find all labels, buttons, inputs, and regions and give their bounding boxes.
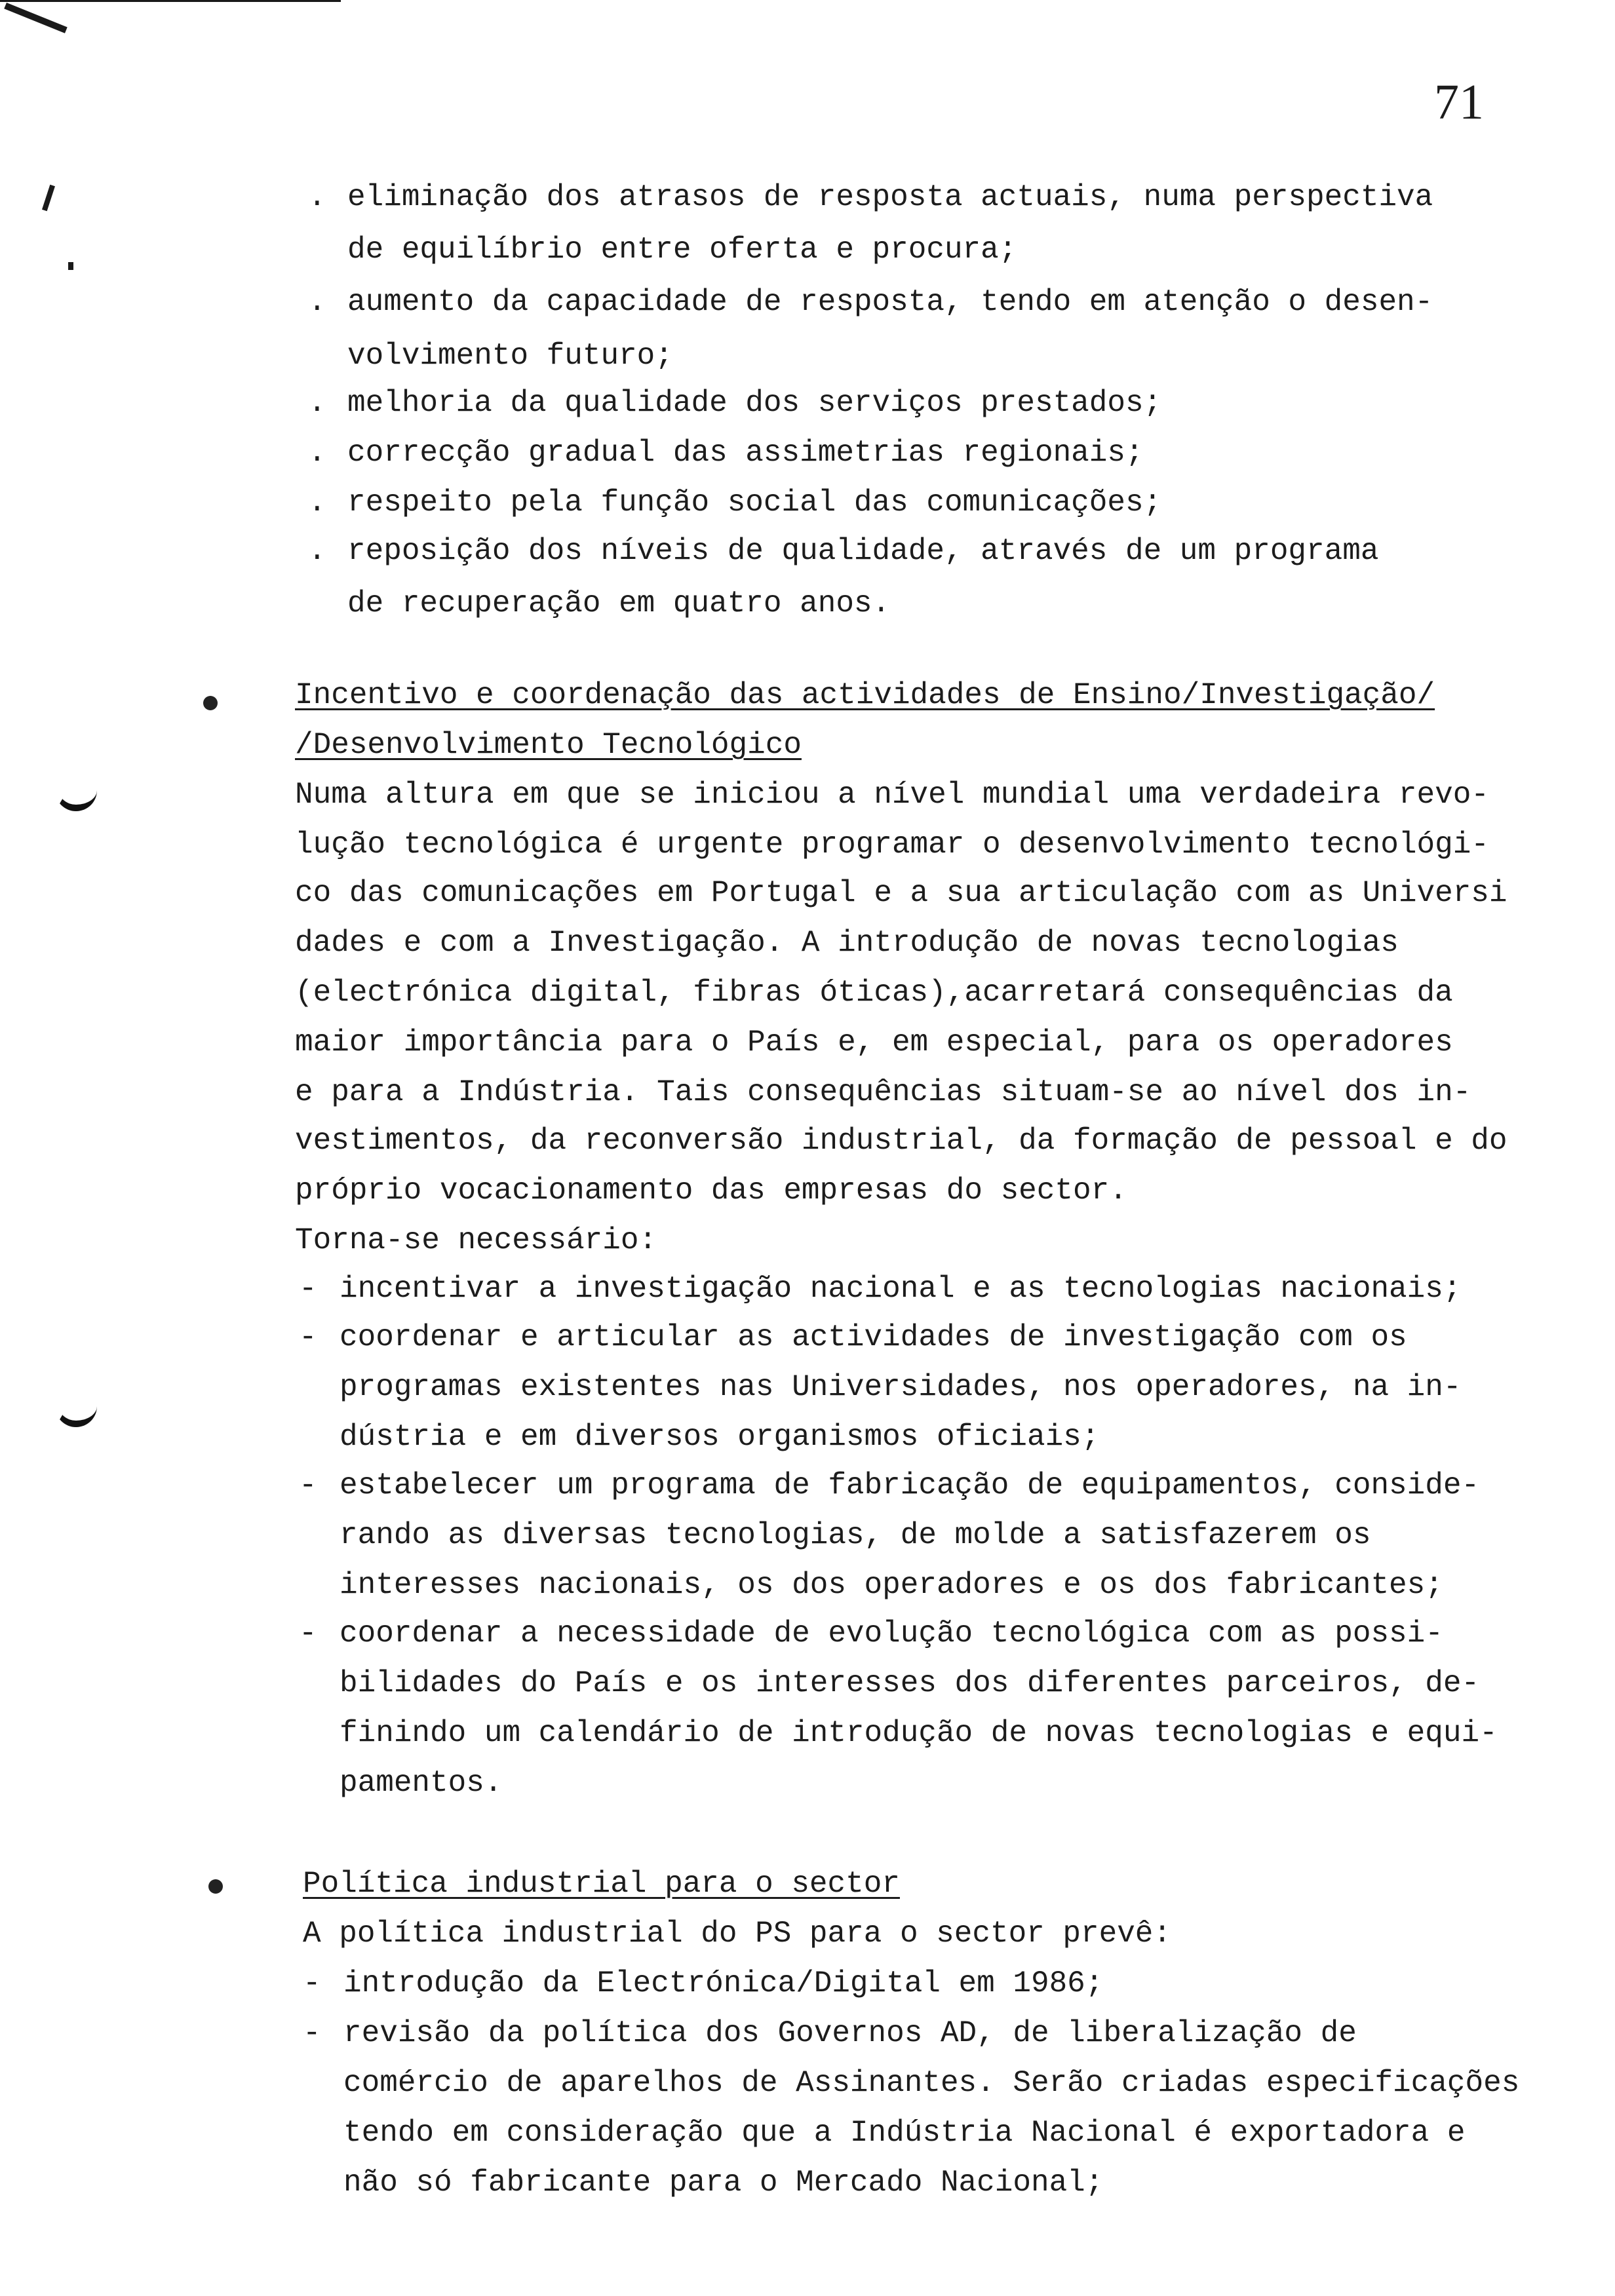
margin-mark [55,1402,97,1427]
bullet-item-line: de equilíbrio entre oferta e procura; [347,233,1017,267]
paragraph-line: Torna-se necessário: [295,1223,657,1257]
paragraph-line: lução tecnológica é urgente programar o desenvolvimento tecnológi- [295,828,1489,862]
bullet-dot-marker: . [308,285,326,319]
bullet-item-line: de recuperação em quatro anos. [347,586,891,621]
bullet-dot-marker: . [308,386,326,420]
paragraph-line: (electrónica digital, fibras óticas),acarretará consequências da [295,976,1453,1010]
section-heading: /Desenvolvimento Tecnológico [295,728,802,762]
dash-marker: - [299,1272,317,1306]
dash-item-line: coordenar e articular as actividades de investigação com os [340,1320,1407,1354]
dash-item-line: rando as diversas tecnologias, de molde a satisfazerem os [340,1518,1371,1552]
section-bullet-dot [208,1879,223,1894]
bullet-item-line: aumento da capacidade de resposta, tendo em atenção o desen- [347,285,1433,319]
dash-item-line: coordenar a necessidade de evolução tecnológica com as possi- [340,1617,1443,1651]
dash-item-line: pamentos. [340,1766,503,1800]
dash-item-line: não só fabricante para o Mercado Nacional; [343,2166,1104,2200]
dash-marker: - [299,1617,317,1651]
margin-mark [55,786,97,811]
bullet-dot-marker: . [308,534,326,568]
scan-artifact-top-line [0,0,341,2]
dash-item-line: revisão da política dos Governos AD, de liberalização de [343,2016,1357,2050]
scan-artifact-corner [4,3,67,33]
dash-marker: - [303,2016,321,2050]
dash-item-line: finindo um calendário de introdução de novas tecnologias e equi- [340,1716,1498,1750]
bullet-dot-marker: . [308,180,326,214]
paragraph-line: A política industrial do PS para o sector prevê: [303,1917,1172,1951]
dash-marker: - [299,1320,317,1354]
dash-item-line: dústria e em diversos organismos oficiais; [340,1420,1100,1454]
bullet-item-line: eliminação dos atrasos de resposta actuais, numa perspectiva [347,180,1433,214]
bullet-item-line: reposição dos níveis de qualidade, através de um programa [347,534,1379,568]
section-bullet-dot [203,696,218,710]
bullet-dot-marker: . [308,486,326,520]
section-heading: Incentivo e coordenação das actividades de Ensino/Investigação/ [295,678,1435,712]
scan-artifact-speck [68,262,73,270]
dash-item-line: tendo em consideração que a Indústria Nacional é exportadora e [343,2116,1466,2150]
paragraph-line: e para a Indústria. Tais consequências situam-se ao nível dos in- [295,1075,1471,1109]
paragraph-line: Numa altura em que se iniciou a nível mundial uma verdadeira revo- [295,778,1489,812]
paragraph-line: maior importância para o País e, em especial, para os operadores [295,1025,1453,1060]
dash-item-line: incentivar a investigação nacional e as tecnologias nacionais; [340,1272,1462,1306]
section-heading: Política industrial para o sector [303,1867,900,1901]
bullet-item-line: correcção gradual das assimetrias regionais; [347,436,1144,470]
dash-marker: - [299,1468,317,1502]
page-number: 71 [1434,75,1484,130]
dash-item-line: bilidades do País e os interesses dos diferentes parceiros, de- [340,1666,1480,1700]
bullet-dot-marker: . [308,436,326,470]
dash-item-line: programas existentes nas Universidades, nos operadores, na in- [340,1370,1462,1404]
paragraph-line: dades e com a Investigação. A introdução de novas tecnologias [295,926,1399,960]
dash-item-line: estabelecer um programa de fabricação de equipamentos, conside- [340,1468,1480,1502]
bullet-item-line: volvimento futuro; [347,339,673,373]
dash-item-line: comércio de aparelhos de Assinantes. Serão criadas especificações [343,2066,1520,2100]
dash-item-line: introdução da Electrónica/Digital em 1986; [343,1966,1104,2000]
bullet-item-line: respeito pela função social das comunicações; [347,486,1162,520]
paragraph-line: co das comunicações em Portugal e a sua articulação com as Universi [295,876,1508,910]
paragraph-line: vestimentos, da reconversão industrial, da formação de pessoal e do [295,1124,1508,1158]
scan-artifact-tick [42,185,55,212]
paragraph-line: próprio vocacionamento das empresas do sector. [295,1174,1127,1208]
dash-item-line: interesses nacionais, os dos operadores e os dos fabricantes; [340,1568,1443,1602]
bullet-item-line: melhoria da qualidade dos serviços prestados; [347,386,1162,420]
dash-marker: - [303,1966,321,2000]
